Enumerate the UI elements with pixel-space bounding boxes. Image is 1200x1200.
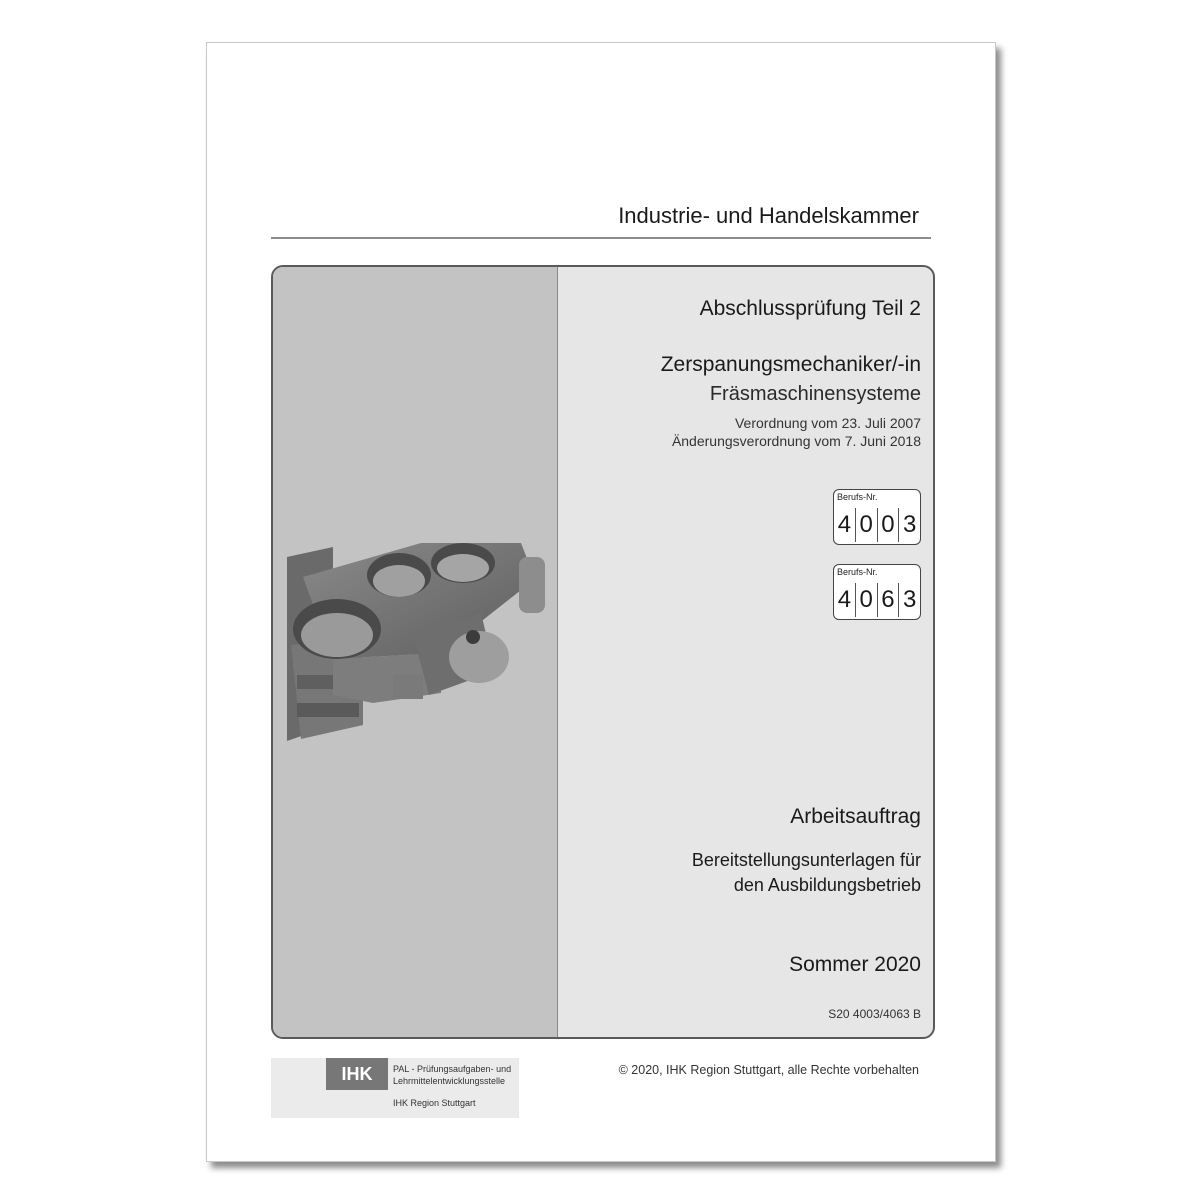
task-title: Arbeitsauftrag xyxy=(790,805,921,828)
header-divider xyxy=(271,237,931,239)
document-code: S20 4003/4063 B xyxy=(828,1007,921,1021)
specialization-title: Fräsmaschinensysteme xyxy=(709,383,921,405)
ihk-pal-logo xyxy=(271,1058,519,1118)
job-number-digit: 6 xyxy=(878,583,900,617)
document-cover xyxy=(206,42,996,1162)
document-type-line2: den Ausbildungsbetrieb xyxy=(733,875,921,895)
ihk-logo-mark: IHK xyxy=(326,1058,388,1090)
job-number-digit: 0 xyxy=(856,583,878,617)
cover-panel xyxy=(271,265,935,1039)
job-number-label: Berufs-Nr. xyxy=(837,492,878,502)
profession-title: Zerspanungsmechaniker/-in xyxy=(660,353,921,376)
exam-season: Sommer 2020 xyxy=(789,953,921,976)
text-column xyxy=(558,267,933,1037)
logo-text-line2: Lehrmittelentwicklungsstelle xyxy=(393,1076,506,1086)
logo-text-line3: IHK Region Stuttgart xyxy=(393,1098,476,1108)
job-number-label: Berufs-Nr. xyxy=(837,567,878,577)
image-column xyxy=(273,267,558,1037)
organization-name: Industrie- und Handelskammer xyxy=(618,203,919,228)
job-number-digit: 3 xyxy=(902,511,917,538)
job-number-digit: 3 xyxy=(902,586,917,613)
amendment-date: Änderungsverordnung vom 7. Juni 2018 xyxy=(671,433,921,449)
logo-text-line1: PAL - Prüfungsaufgaben- und xyxy=(393,1064,512,1074)
job-number-digit: 4 xyxy=(834,508,856,542)
job-number-digit: 0 xyxy=(856,508,878,542)
document-type-line1: Bereitstellungsunterlagen für xyxy=(691,850,921,870)
workpiece-photo xyxy=(273,525,557,765)
job-number-box xyxy=(833,564,921,620)
exam-title: Abschlussprüfung Teil 2 xyxy=(699,297,921,320)
job-number-digit: 4 xyxy=(834,583,856,617)
job-number-box xyxy=(833,489,921,545)
regulation-date: Verordnung vom 23. Juli 2007 xyxy=(734,415,921,431)
job-number-digit: 0 xyxy=(878,508,900,542)
copyright-notice: © 2020, IHK Region Stuttgart, alle Rechte vorbehalten xyxy=(618,1063,919,1077)
